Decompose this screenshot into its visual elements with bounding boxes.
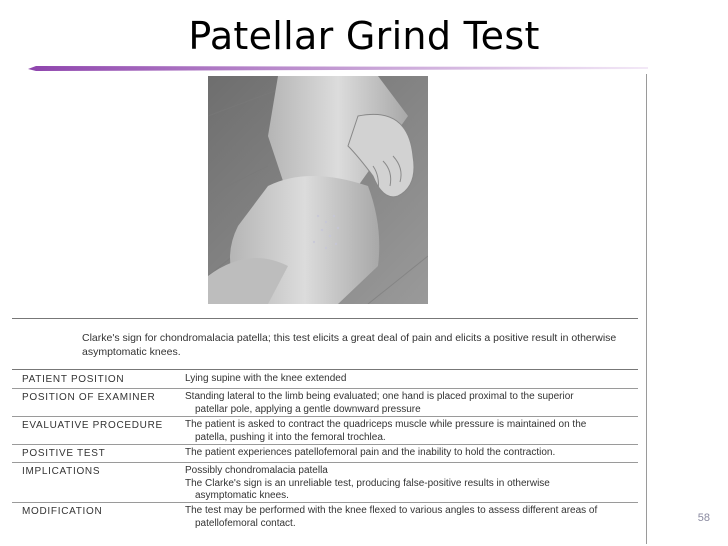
row-label: IMPLICATIONS (22, 466, 101, 477)
table-row (12, 416, 638, 445)
slide-title: Patellar Grind Test (188, 14, 540, 58)
table-row (12, 502, 638, 534)
row-label: POSITIVE TEST (22, 448, 106, 459)
row-text: The test may be performed with the knee flexed to various angles to assess different areas of patellofemoral contact. (185, 505, 598, 529)
row-text: Lying supine with the knee extended (185, 373, 347, 384)
table-row (12, 462, 638, 503)
caption-box (12, 318, 638, 370)
figure-caption: Clarke's sign for chondromalacia patella; this test elicits a great deal of pain and elicits a positive result in otherwise asymptomatic knees. (82, 332, 617, 358)
page-number: 58 (697, 512, 710, 524)
row-label: EVALUATIVE PROCEDURE (22, 420, 163, 431)
row-label: POSITION OF EXAMINER (22, 392, 156, 403)
row-text: The patient experiences patellofemoral pain and the inability to hold the contraction. (185, 447, 556, 458)
knee-exam-photo (208, 76, 428, 304)
table-row (12, 370, 638, 389)
row-text: The patient is asked to contract the quadriceps muscle while pressure is maintained on the patella, pushing it into the femoral trochlea. (185, 419, 587, 443)
table-row (12, 388, 638, 417)
title-accent-line (28, 66, 648, 72)
table-row (12, 444, 638, 463)
row-text: Standing lateral to the limb being evaluated; one hand is placed proximal to the superior patellar pole, applying a gentle downward pressure (185, 391, 574, 415)
row-text: Possibly chondromalacia patella The Clarke's sign is an unreliable test, producing false-positive results in otherwise asymptomatic knees. (185, 465, 550, 501)
row-label: MODIFICATION (22, 506, 103, 517)
row-label: PATIENT POSITION (22, 374, 125, 385)
